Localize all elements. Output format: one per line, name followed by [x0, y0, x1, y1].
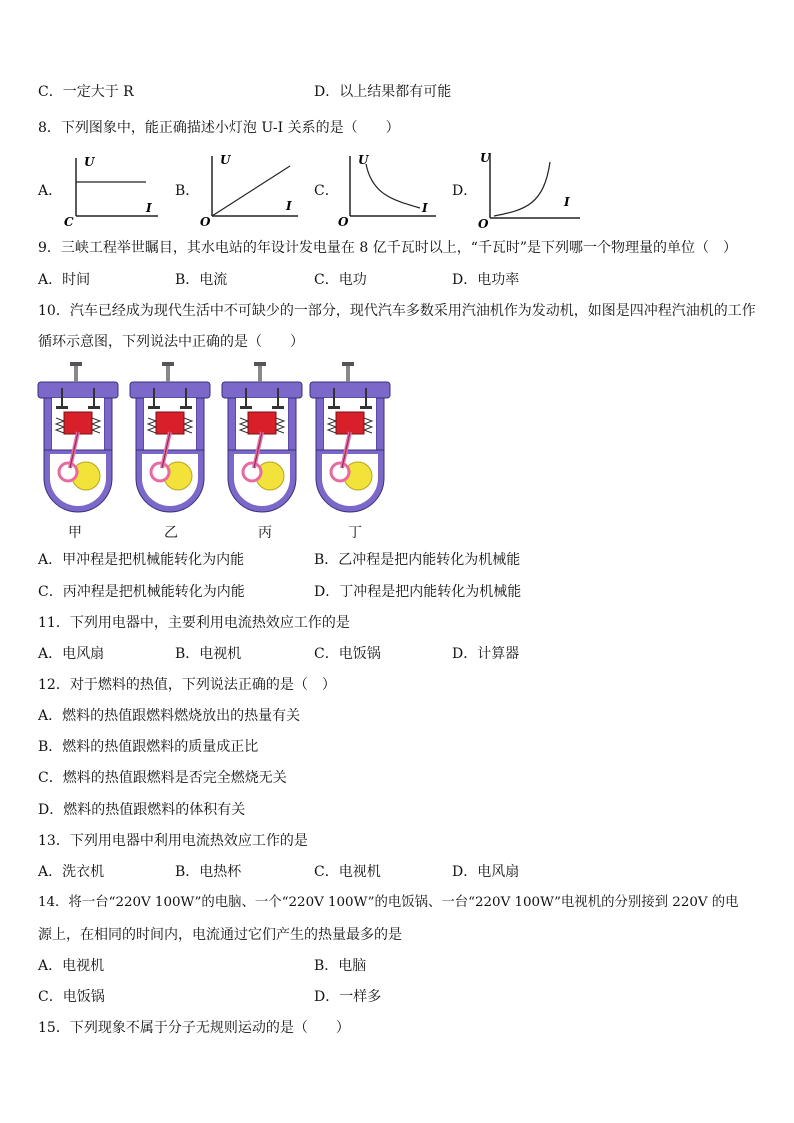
q14-option-d: D．一样多 — [314, 989, 382, 1005]
origin-label: C — [64, 215, 74, 228]
q8-graph-a — [62, 152, 162, 228]
q8-graph-d — [476, 148, 586, 230]
graph-curve — [366, 164, 420, 208]
q14-option-c: C．电饭锅 — [38, 989, 105, 1005]
q7-option-c: C．一定大于 R — [38, 84, 134, 100]
q15-stem: 15．下列现象不属于分子无规则运动的是（ ） — [38, 1020, 350, 1036]
engine-ding — [310, 362, 390, 512]
q12-option-b: B．燃料的热值跟燃料的质量成正比 — [38, 739, 259, 755]
q14-stem-line1: 14．将一台“220V 100W”的电脑、一个“220V 100W”的电饭锅、一台“220V 100W”电视机的分别接到 220V 的电 — [38, 895, 739, 910]
graph-curve — [494, 162, 550, 216]
engine-label-ding: 丁 — [348, 525, 362, 541]
q13-option-b: B．电热杯 — [175, 864, 242, 880]
y-axis-label: U — [480, 151, 491, 165]
q11-option-a: A．电风扇 — [38, 646, 105, 662]
origin-label: O — [478, 217, 489, 230]
engine-diagram — [36, 360, 396, 520]
q8-label-d: D． — [452, 183, 478, 199]
q13-option-c: C．电视机 — [314, 864, 381, 880]
x-axis-label: I — [422, 201, 428, 215]
q11-option-c: C．电饭锅 — [314, 646, 381, 662]
q12-option-c: C．燃料的热值跟燃料是否完全燃烧无关 — [38, 770, 287, 786]
q11-option-b: B．电视机 — [175, 646, 242, 662]
q12-stem: 12．对于燃料的热值，下列说法正确的是（ ） — [38, 677, 336, 693]
q14-option-a: A．电视机 — [38, 958, 105, 974]
graph-curve — [212, 166, 290, 216]
q10-option-c: C．丙冲程是把机械能转化为内能 — [38, 584, 245, 600]
q10-stem-line1: 10．汽车已经成为现代生活中不可缺少的一部分，现代汽车多数采用汽油机作为发动机，如图是四冲程汽油机的工作 — [38, 303, 756, 319]
origin-label: O — [338, 215, 349, 228]
q11-stem: 11．下列用电器中，主要利用电流热效应工作的是 — [38, 615, 350, 631]
engine-yi — [130, 362, 210, 512]
q8-label-a: A． — [38, 183, 63, 199]
q13-option-d: D．电风扇 — [452, 864, 520, 880]
q8-label-b: B． — [175, 183, 200, 199]
engine-label-bing: 丙 — [258, 525, 272, 541]
q10-option-a: A．甲冲程是把机械能转化为内能 — [38, 552, 245, 568]
q8-graph-c — [336, 150, 440, 228]
q9-stem: 9．三峡工程举世瞩目，其水电站的年设计发电量在 8 亿千瓦时以上，“千瓦时”是下列哪一个物理量的单位（ ） — [38, 240, 738, 256]
x-axis-label: I — [564, 195, 570, 209]
q10-option-d: D．丁冲程是把内能转化为机械能 — [314, 584, 522, 600]
x-axis-label: I — [286, 199, 292, 213]
engine-bing — [222, 362, 302, 512]
q11-option-d: D．计算器 — [452, 646, 520, 662]
q8-stem: 8．下列图象中，能正确描述小灯泡 U-I 关系的是（ ） — [38, 120, 400, 136]
engine-label-jia: 甲 — [68, 525, 82, 541]
q9-option-b: B．电流 — [175, 272, 228, 288]
q9-option-d: D．电功率 — [452, 272, 520, 288]
q9-option-a: A．时间 — [38, 272, 91, 288]
q14-option-b: B．电脑 — [314, 958, 367, 974]
q12-option-d: D．燃料的热值跟燃料的体积有关 — [38, 802, 246, 818]
engine-label-yi: 乙 — [164, 525, 178, 541]
q10-stem-line2: 循环示意图，下列说法中正确的是（ ） — [38, 334, 304, 350]
engine-jia — [38, 362, 118, 512]
y-axis-label: U — [220, 153, 231, 167]
q7-option-d: D．以上结果都有可能 — [314, 84, 452, 100]
q8-graph-b — [198, 150, 302, 228]
origin-label: O — [200, 215, 211, 228]
x-axis-label: I — [146, 201, 152, 215]
q9-option-c: C．电功 — [314, 272, 367, 288]
q13-stem: 13．下列用电器中利用电流热效应工作的是 — [38, 833, 308, 849]
q14-stem-line2: 源上，在相同的时间内，电流通过它们产生的热量最多的是 — [38, 927, 402, 943]
q10-option-b: B．乙冲程是把内能转化为机械能 — [314, 552, 521, 568]
q8-label-c: C． — [314, 183, 339, 199]
q13-option-a: A．洗衣机 — [38, 864, 105, 880]
q12-option-a: A．燃料的热值跟燃料燃烧放出的热量有关 — [38, 708, 301, 724]
y-axis-label: U — [84, 155, 95, 169]
y-axis-label: U — [358, 153, 369, 167]
